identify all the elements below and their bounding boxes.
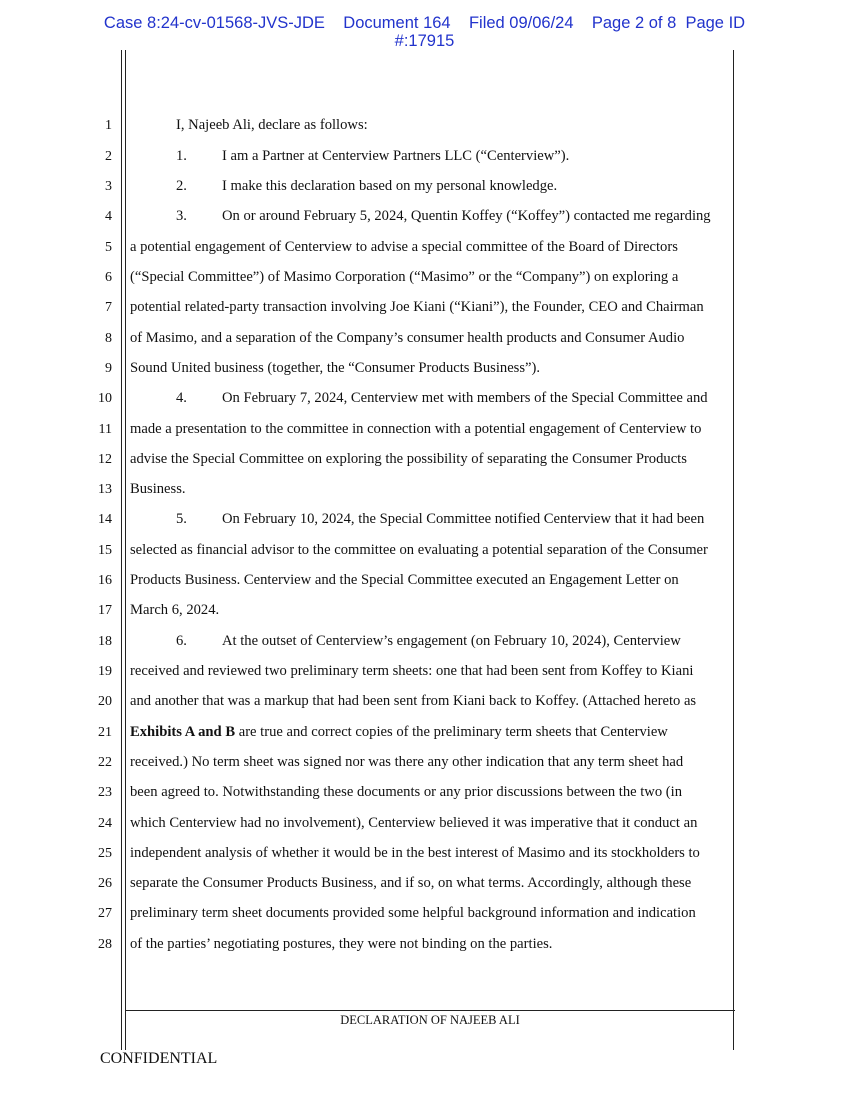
line-number: 3 [105, 179, 112, 194]
line-number: 6 [105, 270, 112, 285]
paragraph-2 [130, 178, 557, 195]
paragraph-5-line-1 [130, 511, 704, 528]
paragraph-text: On or around February 5, 2024, Quentin Koffey (“Koffey”) contacted me regarding [222, 208, 711, 224]
paragraph-6-line-2: received and reviewed two preliminary term sheets: one that had been sent from Koffey to Kiani [130, 663, 694, 679]
page-id-number: #:17915 [394, 32, 455, 50]
line-number: 1 [105, 118, 112, 133]
line-number: 26 [98, 876, 112, 891]
left-margin-line-inner [125, 50, 126, 1050]
paragraph-4-line-4: Business. [130, 481, 186, 497]
line-number: 16 [98, 573, 112, 588]
paragraph-6-line-4 [130, 724, 668, 741]
paragraph-number: 2. [176, 178, 187, 194]
intro-line: I, Najeeb Ali, declare as follows: [176, 117, 368, 133]
line-number: 19 [98, 664, 112, 679]
line-number: 10 [98, 391, 112, 406]
paragraph-3-line-1 [130, 208, 711, 225]
line-number: 11 [98, 422, 112, 437]
paragraph-number: 1. [176, 148, 187, 164]
paragraph-6-line-5: received.) No term sheet was signed nor was there any other indication that any term sheet had [130, 754, 684, 770]
paragraph-6-line-1 [130, 633, 681, 650]
exhibits-reference: Exhibits A and B [130, 724, 236, 740]
line-number: 24 [98, 816, 112, 831]
line-number: 27 [98, 906, 112, 921]
paragraph-3-line-4: potential related-party transaction involving Joe Kiani (“Kiani”), the Founder, CEO and Chairman [130, 299, 704, 315]
line-number: 23 [98, 785, 112, 800]
paragraph-6-line-10: preliminary term sheet documents provided some helpful background information and indication [130, 905, 696, 921]
line-number: 7 [105, 300, 112, 315]
paragraph-1 [130, 148, 569, 165]
paragraph-number: 3. [176, 208, 187, 224]
paragraph-6-line-11: of the parties’ negotiating postures, they were not binding on the parties. [130, 936, 553, 952]
line-number: 4 [105, 209, 112, 224]
confidential-label: CONFIDENTIAL [100, 1050, 218, 1067]
document-number: Document 164 [343, 14, 451, 32]
paragraph-5-line-4: March 6, 2024. [130, 602, 220, 618]
paragraph-4-line-3: advise the Special Committee on exploring the possibility of separating the Consumer Products [130, 451, 687, 467]
paragraph-3-line-2: a potential engagement of Centerview to advise a special committee of the Board of Directors [130, 239, 678, 255]
line-number: 9 [105, 361, 112, 376]
line-number: 13 [98, 482, 112, 497]
case-header [0, 14, 849, 50]
paragraph-5-line-2: selected as financial advisor to the committee on evaluating a potential separation of the Consumer [130, 542, 708, 558]
paragraph-number: 4. [176, 390, 187, 406]
paragraph-4-line-1 [130, 390, 708, 407]
paragraph-6-line-8: independent analysis of whether it would be in the best interest of Masimo and its stockholders to [130, 845, 700, 861]
paragraph-text: On February 7, 2024, Centerview met with members of the Special Committee and [222, 390, 708, 406]
paragraph-3-line-6: Sound United business (together, the “Consumer Products Business”). [130, 360, 541, 376]
line-number: 8 [105, 331, 112, 346]
paragraph-4-line-2: made a presentation to the committee in connection with a potential engagement of Centerview to [130, 421, 702, 437]
paragraph-number: 5. [176, 511, 187, 527]
paragraph-text: At the outset of Centerview’s engagement (on February 10, 2024), Centerview [222, 633, 681, 649]
line-number: 28 [98, 937, 112, 952]
paragraph-3-line-5: of Masimo, and a separation of the Company’s consumer health products and Consumer Audio [130, 330, 685, 346]
paragraph-5-line-3: Products Business. Centerview and the Special Committee executed an Engagement Letter on [130, 572, 679, 588]
paragraph-text: I am a Partner at Centerview Partners LLC (“Centerview”). [222, 148, 570, 164]
case-number: Case 8:24-cv-01568-JVS-JDE [103, 14, 325, 32]
right-margin-line [733, 50, 734, 1050]
line-number: 25 [98, 846, 112, 861]
page-id-label: Page ID [685, 14, 746, 32]
page-count: Page 2 of 8 [591, 14, 677, 32]
paragraph-text: I make this declaration based on my personal knowledge. [222, 178, 558, 194]
paragraph-number: 6. [176, 633, 187, 649]
paragraph-text: are true and correct copies of the preliminary term sheets that Centerview [235, 724, 668, 740]
line-number: 12 [98, 452, 112, 467]
paragraph-6-line-6: been agreed to. Notwithstanding these documents or any prior discussions between the two (in [130, 784, 683, 800]
paragraph-text: On February 10, 2024, the Special Committee notified Centerview that it had been [222, 511, 705, 527]
paragraph-3-line-3: (“Special Committee”) of Masimo Corporation (“Masimo” or the “Company”) on exploring a [130, 269, 679, 285]
footer-title: DECLARATION OF NAJEEB ALI [340, 1013, 520, 1027]
filed-date: Filed 09/06/24 [468, 14, 574, 32]
line-number: 22 [98, 755, 112, 770]
left-margin-line-outer [121, 50, 122, 1050]
line-number: 21 [98, 725, 112, 740]
line-number: 17 [98, 603, 112, 618]
line-number: 14 [98, 512, 112, 527]
paragraph-6-line-9: separate the Consumer Products Business, and if so, on what terms. Accordingly, although these [130, 875, 692, 891]
line-number: 15 [98, 543, 112, 558]
line-number: 20 [98, 694, 112, 709]
line-number: 5 [105, 240, 112, 255]
line-number: 2 [105, 149, 112, 164]
line-number: 18 [98, 634, 112, 649]
footer-rule [125, 1010, 735, 1011]
paragraph-6-line-3: and another that was a markup that had been sent from Kiani back to Koffey. (Attached hereto as [130, 693, 697, 709]
paragraph-6-line-7: which Centerview had no involvement), Centerview believed it was imperative that it conduct an [130, 815, 698, 831]
